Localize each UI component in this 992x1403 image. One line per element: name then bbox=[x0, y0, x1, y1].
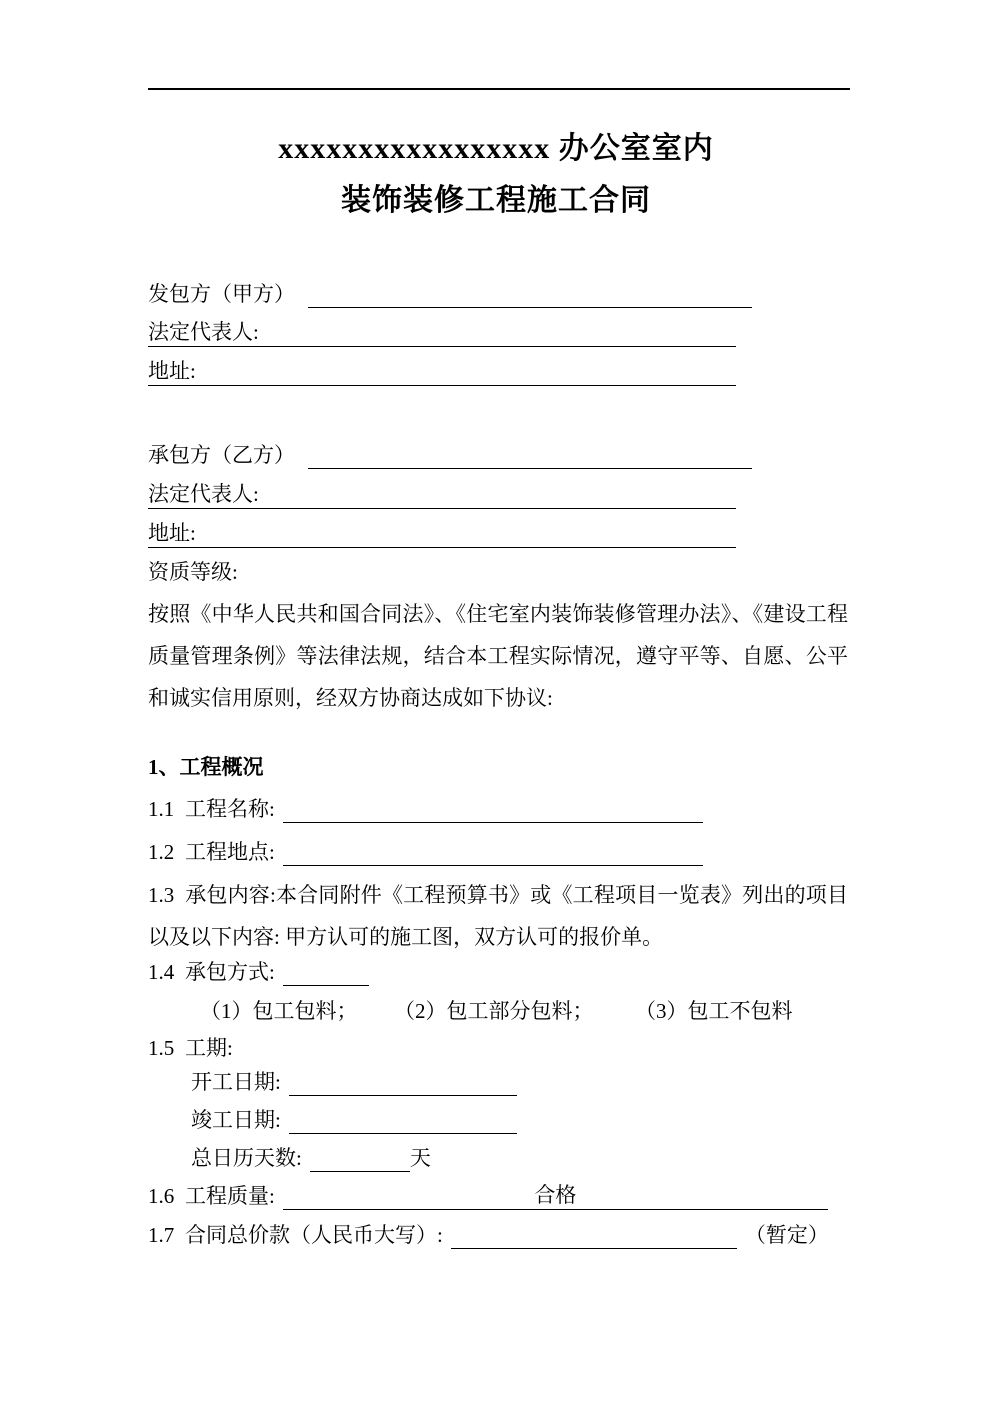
party-a-name-blank[interactable] bbox=[308, 280, 752, 308]
item-1-2-row bbox=[148, 838, 703, 866]
item-1-4-row bbox=[148, 958, 369, 986]
start-date-blank[interactable] bbox=[289, 1068, 517, 1096]
preamble-paragraph: 按照《中华人民共和国合同法》、《住宅室内装饰装修管理办法》、《建设工程质量管理条例》等法律法规，结合本工程实际情况，遵守平等、自愿、公平和诚实信用原则，经双方协商达成如下协议: bbox=[148, 602, 848, 710]
item-1-4-label: 承包方式: bbox=[185, 960, 275, 984]
item-1-2-label: 工程地点: bbox=[185, 840, 275, 864]
contract-mode-blank[interactable] bbox=[283, 958, 369, 986]
option-labor-partial-materials: （2）包工部分包料； bbox=[404, 999, 594, 1023]
document-title-line1: xxxxxxxxxxxxxxxxx 办公室室内 bbox=[278, 132, 714, 165]
item-1-2-number: 1.2 bbox=[148, 840, 175, 864]
document-title-line2: 装饰装修工程施工合同 bbox=[341, 184, 651, 217]
item-1-7-row bbox=[148, 1221, 829, 1249]
section1-heading: 1、工程概况 bbox=[148, 755, 264, 779]
item-1-3-paragraph bbox=[148, 874, 848, 958]
total-days-blank[interactable] bbox=[310, 1144, 410, 1172]
option-labor-no-materials: （3）包工不包料 bbox=[645, 999, 793, 1023]
party-b-legal-rep-row[interactable] bbox=[148, 480, 736, 509]
item-1-7-suffix: （暂定） bbox=[744, 1223, 829, 1247]
option-labor-and-materials: （1）包工包料； bbox=[200, 999, 358, 1023]
party-b-label: 承包方（乙方） bbox=[148, 443, 295, 467]
finish-date-row bbox=[191, 1106, 517, 1134]
item-1-1-row bbox=[148, 795, 703, 823]
party-a-address-label: 地址: bbox=[148, 359, 196, 383]
party-b-name-row bbox=[148, 441, 752, 469]
start-date-label: 开工日期: bbox=[191, 1070, 281, 1094]
party-a-label: 发包方（甲方） bbox=[148, 282, 295, 306]
item-1-5-label: 工期: bbox=[185, 1036, 233, 1060]
item-1-3-label: 承包内容: bbox=[185, 883, 276, 907]
header-rule bbox=[148, 88, 850, 90]
item-1-4-number: 1.4 bbox=[148, 960, 175, 984]
total-days-row bbox=[191, 1144, 431, 1172]
finish-date-blank[interactable] bbox=[289, 1106, 517, 1134]
start-date-row bbox=[191, 1068, 517, 1096]
party-b-name-blank[interactable] bbox=[308, 441, 752, 469]
party-a-address-row[interactable] bbox=[148, 357, 736, 386]
total-days-unit: 天 bbox=[409, 1146, 431, 1170]
item-1-3-number: 1.3 bbox=[148, 883, 175, 907]
item-1-7-number: 1.7 bbox=[148, 1223, 175, 1247]
party-b-qualification-label: 资质等级: bbox=[148, 560, 238, 584]
party-a-legal-rep-label: 法定代表人: bbox=[148, 320, 259, 344]
item-1-1-number: 1.1 bbox=[148, 797, 175, 821]
item-1-5-row bbox=[148, 1034, 233, 1062]
item-1-1-label: 工程名称: bbox=[185, 797, 275, 821]
total-days-label: 总日历天数: bbox=[191, 1146, 302, 1170]
party-b-qualification-row bbox=[148, 558, 238, 586]
project-name-blank[interactable] bbox=[283, 795, 703, 823]
party-b-address-row[interactable] bbox=[148, 519, 736, 548]
item-1-3-text: 本合同附件《工程预算书》或《工程项目一览表》列出的项目以及以下内容: 甲方认可的施工图，双方认可的报价单。 bbox=[148, 883, 848, 949]
party-b-address-label: 地址: bbox=[148, 521, 196, 545]
project-location-blank[interactable] bbox=[283, 838, 703, 866]
item-1-4-options-row bbox=[200, 997, 793, 1025]
quality-blank[interactable]: 合格 bbox=[283, 1182, 828, 1210]
item-1-6-number: 1.6 bbox=[148, 1184, 175, 1208]
item-1-6-label: 工程质量: bbox=[185, 1184, 275, 1208]
finish-date-label: 竣工日期: bbox=[191, 1108, 281, 1132]
party-a-name-row bbox=[148, 280, 752, 308]
party-a-legal-rep-row[interactable] bbox=[148, 318, 736, 347]
item-1-6-row bbox=[148, 1182, 828, 1210]
party-b-legal-rep-label: 法定代表人: bbox=[148, 482, 259, 506]
item-1-5-number: 1.5 bbox=[148, 1036, 175, 1060]
total-price-blank[interactable] bbox=[451, 1221, 737, 1249]
item-1-7-label: 合同总价款（人民币大写）: bbox=[185, 1223, 443, 1247]
